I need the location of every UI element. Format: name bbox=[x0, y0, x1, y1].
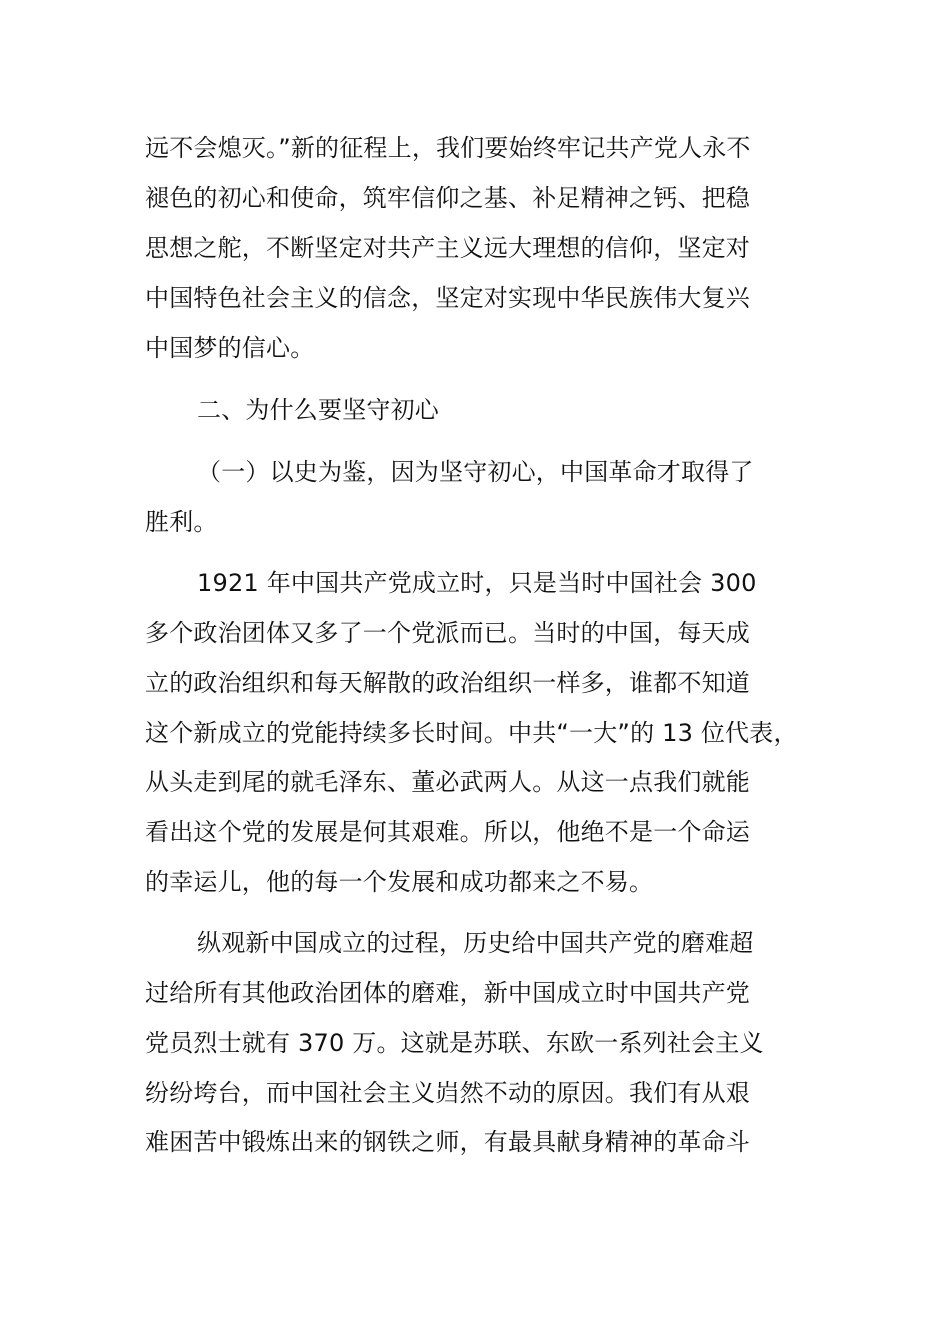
text-line: 立的政治组织和每天解散的政治组织一样多，谁都不知道 bbox=[145, 669, 750, 697]
paragraph-start: 1921 年中国共产党成立时，只是当时中国社会 300 bbox=[197, 569, 757, 597]
text-line: 这个新成立的党能持续多长时间。中共“一大”的 13 位代表， bbox=[145, 719, 798, 747]
text-line: 看出这个党的发展是何其艰难。所以，他绝不是一个命运 bbox=[145, 818, 750, 846]
text-line: 过给所有其他政治团体的磨难，新中国成立时中国共产党 bbox=[145, 979, 750, 1007]
text-line: 胜利。 bbox=[145, 508, 218, 536]
text-line: 从头走到尾的就毛泽东、董必武两人。从这一点我们就能 bbox=[145, 768, 750, 796]
text-line: 中国梦的信心。 bbox=[145, 334, 315, 362]
text-line: 纷纷垮台，而中国社会主义岿然不动的原因。我们有从艰 bbox=[145, 1079, 750, 1107]
text-line: 的幸运儿，他的每一个发展和成功都来之不易。 bbox=[145, 868, 654, 896]
text-line: 中国特色社会主义的信念，坚定对实现中华民族伟大复兴 bbox=[145, 284, 750, 312]
paragraph-start: 纵观新中国成立的过程，历史给中国共产党的磨难超 bbox=[197, 929, 754, 957]
text-line: 难困苦中锻炼出来的钢铁之师，有最具献身精神的革命斗 bbox=[145, 1128, 750, 1156]
text-line: 思想之舵，不断坚定对共产主义远大理想的信仰，坚定对 bbox=[145, 234, 750, 262]
text-line: 党员烈士就有 370 万。这就是苏联、东欧一系列社会主义 bbox=[145, 1029, 764, 1057]
text-line: 远不会熄灭。”新的征程上，我们要始终牢记共产党人永不 bbox=[145, 134, 751, 162]
text-line: 多个政治团体又多了一个党派而已。当时的中国，每天成 bbox=[145, 619, 750, 647]
section-heading: 二、为什么要坚守初心 bbox=[197, 396, 439, 424]
subsection-heading: （一）以史为鉴，因为坚守初心，中国革命才取得了 bbox=[197, 458, 754, 486]
text-line: 褪色的初心和使命，筑牢信仰之基、补足精神之钙、把稳 bbox=[145, 184, 750, 212]
